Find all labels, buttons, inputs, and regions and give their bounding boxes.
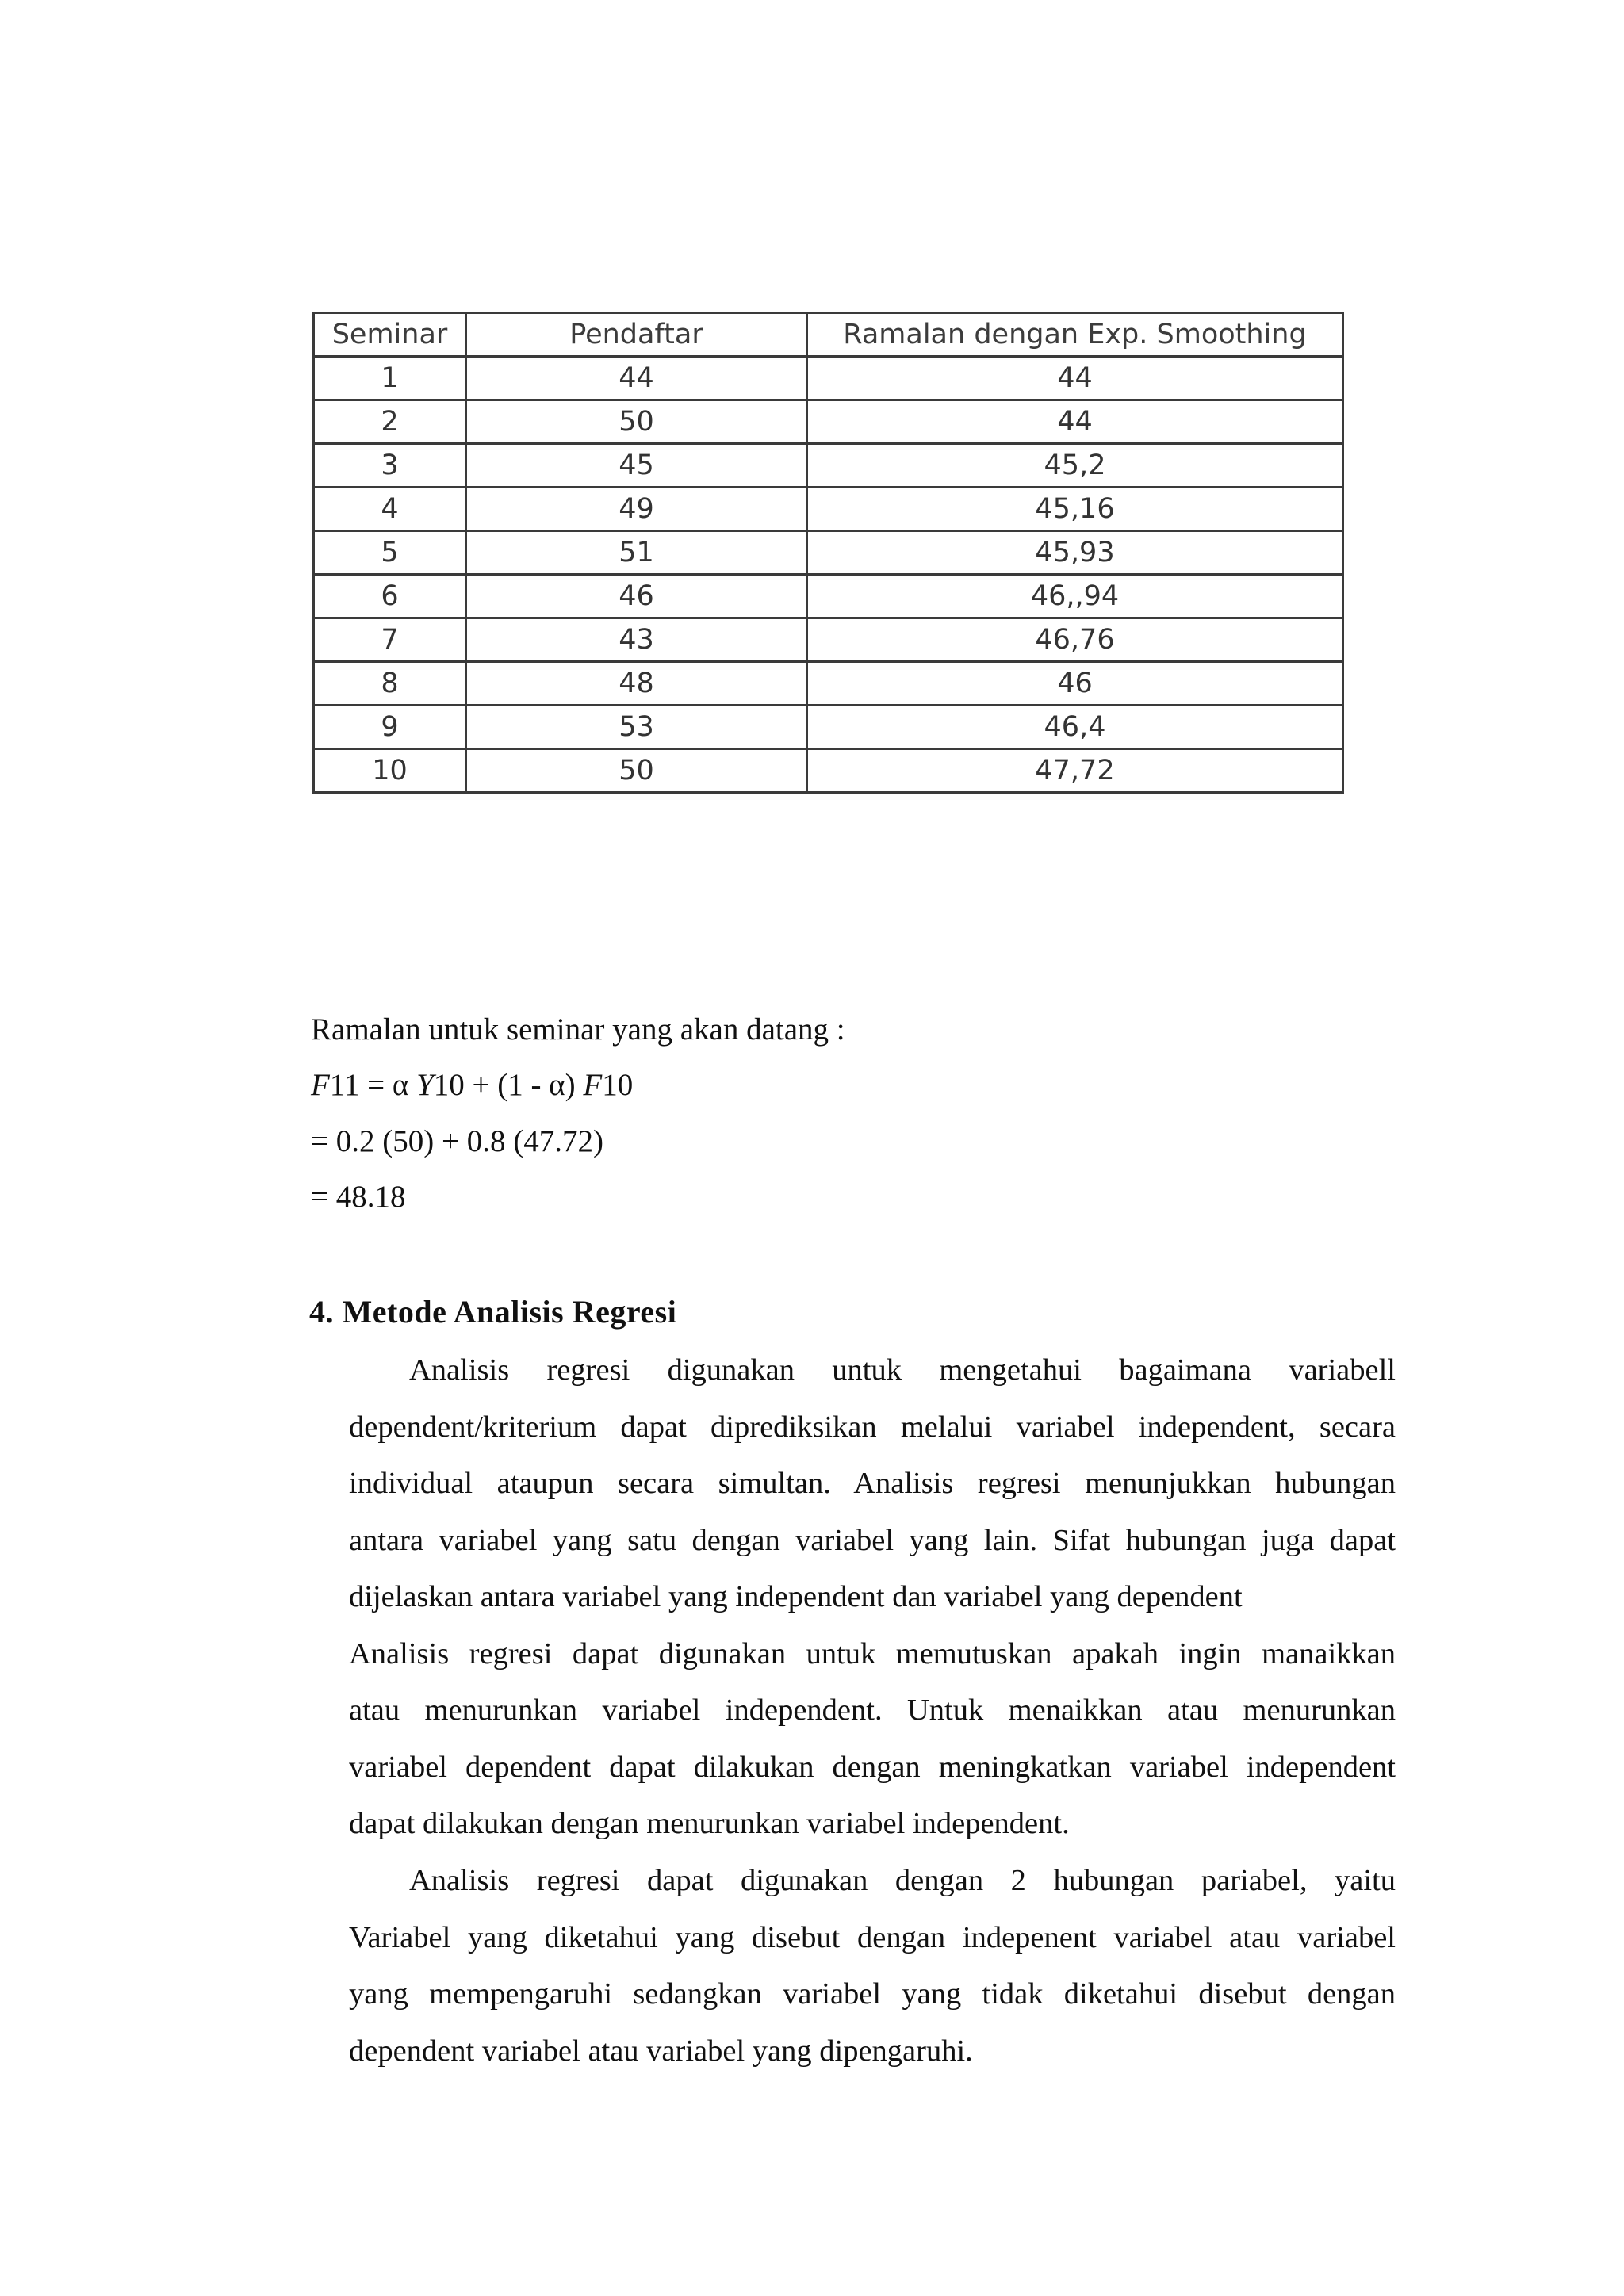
cell-pendaftar: 50: [466, 400, 807, 444]
table-row: [314, 488, 1343, 531]
table-row: [314, 749, 1343, 793]
forecast-table-container: [312, 312, 1342, 794]
cell-seminar: 2: [314, 400, 466, 444]
cell-seminar: 3: [314, 444, 466, 488]
paragraph-line: dijelaskan antara variabel yang independent dan variabel yang dependent: [349, 1580, 1243, 1613]
table-row: [314, 575, 1343, 618]
section-heading: 4. Metode Analisis Regresi: [309, 1294, 677, 1330]
formula-f11-rest: 11 = α: [329, 1068, 417, 1102]
cell-pendaftar: 48: [466, 662, 807, 706]
cell-ramalan: 46,76: [807, 618, 1343, 662]
cell-pendaftar: 43: [466, 618, 807, 662]
cell-seminar: 6: [314, 575, 466, 618]
paragraph-line: Analisis regresi digunakan untuk mengetahui bagaimana variabell: [409, 1353, 1396, 1387]
cell-pendaftar: 46: [466, 575, 807, 618]
cell-ramalan: 46,4: [807, 706, 1343, 749]
paragraph-line: Variabel yang diketahui yang disebut dengan indepenent variabel atau variabel: [349, 1920, 1396, 1954]
formula-f10-symbol: F: [583, 1068, 603, 1102]
paragraph-line: individual ataupun secara simultan. Analisis regresi menunjukkan hubungan: [349, 1467, 1396, 1500]
forecast-formula: [311, 1066, 633, 1104]
cell-ramalan: 46: [807, 662, 1343, 706]
table-row: [314, 444, 1343, 488]
cell-ramalan: 45,2: [807, 444, 1343, 488]
paragraph-line: antara variabel yang satu dengan variabel yang lain. Sifat hubungan juga dapat: [349, 1523, 1396, 1557]
header-seminar: Seminar: [314, 313, 466, 357]
paragraph-2: [349, 1853, 1396, 2080]
cell-pendaftar: 49: [466, 488, 807, 531]
cell-ramalan: 44: [807, 400, 1343, 444]
forecast-table: [312, 312, 1344, 794]
table-header-row: [314, 313, 1343, 357]
cell-ramalan: 44: [807, 357, 1343, 400]
header-ramalan: Ramalan dengan Exp. Smoothing: [807, 313, 1343, 357]
cell-pendaftar: 44: [466, 357, 807, 400]
cell-pendaftar: 50: [466, 749, 807, 793]
header-pendaftar: Pendaftar: [466, 313, 807, 357]
paragraph-line: dapat dilakukan dengan menurunkan variabel independent.: [349, 1807, 1070, 1840]
paragraph-line: Analisis regresi dapat digunakan dengan 2 hubungan pariabel, yaitu: [409, 1864, 1396, 1897]
paragraph-line: atau menurunkan variabel independent. Untuk menaikkan atau menurunkan: [349, 1693, 1396, 1727]
table-row: [314, 662, 1343, 706]
table-row: [314, 400, 1343, 444]
paragraph-line: variabel dependent dapat dilakukan dengan meningkatkan variabel independent: [349, 1750, 1396, 1784]
forecast-step: = 0.2 (50) + 0.8 (47.72): [311, 1124, 603, 1158]
formula-f11-symbol: F: [311, 1068, 330, 1102]
table-row: [314, 618, 1343, 662]
cell-seminar: 5: [314, 531, 466, 575]
paragraph-line: dependent variabel atau variabel yang dipengaruhi.: [349, 2034, 973, 2068]
paragraph-line: yang mempengaruhi sedangkan variabel yang tidak diketahui disebut dengan: [349, 1977, 1396, 2011]
cell-pendaftar: 45: [466, 444, 807, 488]
table-row: [314, 357, 1343, 400]
cell-seminar: 7: [314, 618, 466, 662]
cell-ramalan: 47,72: [807, 749, 1343, 793]
cell-pendaftar: 51: [466, 531, 807, 575]
cell-seminar: 4: [314, 488, 466, 531]
forecast-intro: Ramalan untuk seminar yang akan datang :: [311, 1012, 845, 1047]
cell-seminar: 1: [314, 357, 466, 400]
formula-y10-symbol: Y: [416, 1068, 434, 1102]
table-row: [314, 531, 1343, 575]
cell-ramalan: 46,,94: [807, 575, 1343, 618]
paragraph-line: dependent/kriterium dapat diprediksikan melalui variabel independent, secara: [349, 1410, 1396, 1444]
cell-seminar: 8: [314, 662, 466, 706]
table-row: [314, 706, 1343, 749]
paragraph-1: [349, 1342, 1396, 1853]
cell-pendaftar: 53: [466, 706, 807, 749]
cell-ramalan: 45,93: [807, 531, 1343, 575]
paragraph-line: Analisis regresi dapat digunakan untuk memutuskan apakah ingin manaikkan: [349, 1636, 1396, 1670]
formula-y10-rest: 10 + (1 - α): [433, 1068, 584, 1102]
formula-f10-rest: 10: [602, 1068, 634, 1102]
cell-ramalan: 45,16: [807, 488, 1343, 531]
cell-seminar: 9: [314, 706, 466, 749]
cell-seminar: 10: [314, 749, 466, 793]
forecast-result: = 48.18: [311, 1180, 406, 1214]
